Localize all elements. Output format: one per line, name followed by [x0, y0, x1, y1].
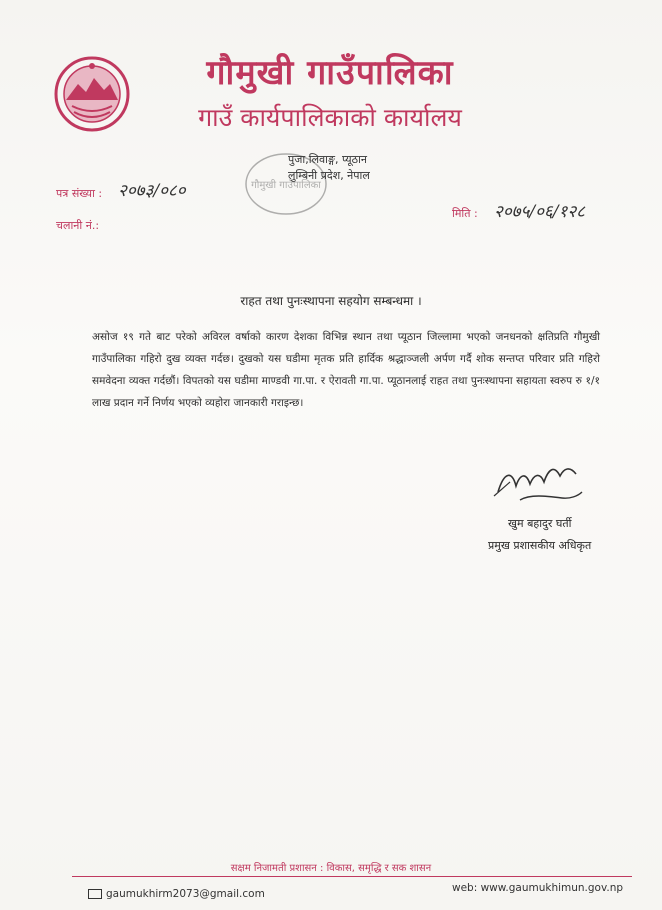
ref-label: पत्र संख्या :: [56, 187, 103, 200]
ref-value: २०७३/०८०: [118, 181, 186, 201]
signer-title: प्रमुख प्रशासकीय अधिकृत: [488, 539, 592, 552]
dispatch-label: चलानी नं.:: [56, 219, 100, 232]
handwritten-signature: [490, 452, 590, 510]
municipality-title: गौमुखी गाउँपालिका: [206, 53, 454, 93]
office-address: [288, 152, 370, 184]
date-label: मिति :: [452, 207, 478, 220]
nepal-emblem-icon: [52, 54, 132, 134]
office-subtitle: गाउँ कार्यपालिकाको कार्यालय: [198, 103, 462, 132]
footer-motto: सक्षम निजामती प्रशासन : विकास, समृद्धि र सक शासन: [230, 863, 432, 874]
email-text: gaumukhirm2073@gmail.com: [106, 888, 265, 900]
signer-name: खुम बहादुर घर्ती: [508, 517, 572, 530]
footer-website[interactable]: web: www.gaumukhimun.gov.np: [452, 882, 624, 894]
footer-divider: [72, 876, 632, 877]
footer-email[interactable]: [88, 888, 265, 900]
date-value: २०७५/०६/१२८: [494, 202, 586, 222]
mail-icon: [88, 889, 102, 899]
letter-body: असोज १९ गते बाट परेको अविरल वर्षाको कारण देशका विभिन्न स्थान तथा प्यूठान जिल्लामा भएको जनधनको क्षतिप्रति गौमुखी गाउँपालिका गहिरो दुख व्यक्त गर्दछ। दुखको यस घडीमा मृतक प्रति हार्दिक श्रद्धाञ्जली अर्पण गर्दै शोक सन्तप्त परिवार प्रति गहिरो समवेदना व्यक्त गर्दछौं। विपतको यस घडीमा माण्डवी गा.पा. र ऐरावती गा.पा. प्यूठानलाई राहत तथा पुनःस्थापना सहायता स्वरुप रु १/१ लाख प्रदान गर्ने निर्णय भएको व्यहोरा जानकारी गराइन्छ।: [92, 331, 600, 409]
letter-subject: राहत तथा पुनःस्थापना सहयोग सम्बन्धमा ।: [240, 294, 422, 308]
stamp-text: गौमुखी गाउँपालिका: [251, 180, 321, 191]
address-line-2: लुम्बिनी प्रदेश, नेपाल: [288, 169, 370, 182]
address-line-1: पुजा,लिवाङ्ग, प्यूठान: [288, 153, 368, 166]
